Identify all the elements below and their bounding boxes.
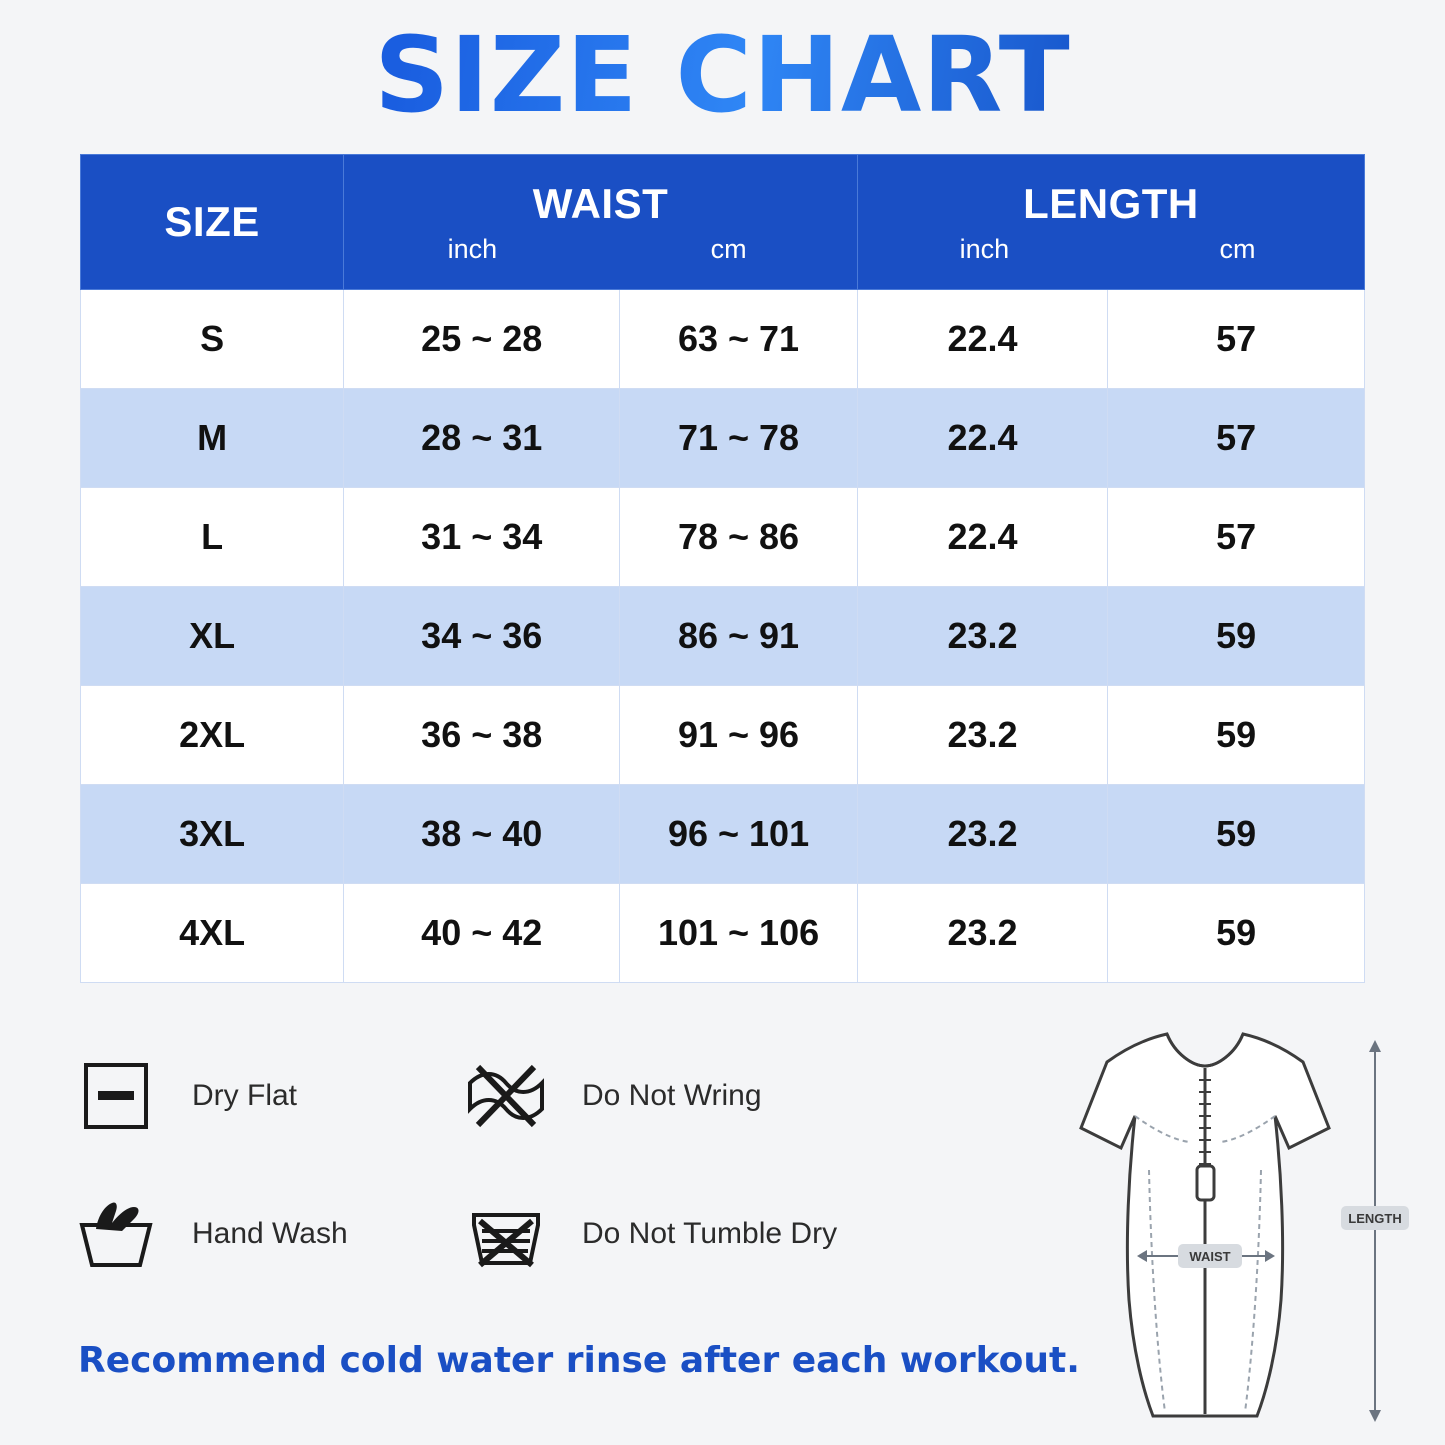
cell-waist-cm: 78 ~ 86 [620,488,858,587]
cell-length-inch: 23.2 [857,884,1107,983]
header-length-label: LENGTH [1023,179,1199,227]
cell-size: 4XL [81,884,344,983]
care-row-1 [70,1055,930,1137]
table-header [81,155,1365,290]
size-table-container [80,154,1365,983]
cell-waist-cm: 91 ~ 96 [620,686,858,785]
garment-illustration [989,1020,1409,1438]
cell-length-inch: 22.4 [857,488,1107,587]
cell-size: S [81,290,344,389]
cell-waist-inch: 38 ~ 40 [344,785,620,884]
header-length-unit-inch: inch [959,233,1010,264]
cell-length-cm: 59 [1108,686,1365,785]
care-row-2 [70,1193,930,1275]
cell-waist-inch: 31 ~ 34 [344,488,620,587]
length-tag-label: LENGTH [1348,1211,1402,1226]
cell-length-inch: 23.2 [857,785,1107,884]
header-length [857,155,1364,290]
cell-length-cm: 57 [1108,389,1365,488]
cell-waist-inch: 25 ~ 28 [344,290,620,389]
table-row [81,686,1365,785]
table-row [81,884,1365,983]
table-row [81,290,1365,389]
table-row [81,785,1365,884]
do-not-wring-icon [460,1055,552,1137]
cell-size: L [81,488,344,587]
care-item-hand-wash [70,1193,460,1275]
waist-tag-label: WAIST [1189,1249,1231,1264]
table-row [81,389,1365,488]
cell-size: 3XL [81,785,344,884]
cell-size: M [81,389,344,488]
cell-length-inch: 23.2 [857,686,1107,785]
header-size [81,155,344,290]
care-instructions [70,1055,930,1331]
cell-length-inch: 22.4 [857,290,1107,389]
footer-note: Recommend cold water rinse after each workout. [78,1340,1080,1381]
cell-length-cm: 59 [1108,587,1365,686]
cell-length-inch: 22.4 [857,389,1107,488]
header-waist-unit-inch: inch [447,233,498,264]
care-item-do-not-tumble-dry [460,1193,837,1275]
cell-size: XL [81,587,344,686]
care-label-do-not-wring: Do Not Wring [582,1079,762,1112]
care-item-do-not-wring [460,1055,762,1137]
cell-size: 2XL [81,686,344,785]
cell-length-cm: 59 [1108,884,1365,983]
hand-wash-icon [70,1193,162,1275]
cell-length-cm: 59 [1108,785,1365,884]
header-length-unit-cm: cm [1219,233,1256,264]
do-not-tumble-dry-icon [460,1193,552,1275]
care-item-dry-flat [70,1055,460,1137]
cell-waist-inch: 34 ~ 36 [344,587,620,686]
cell-waist-cm: 96 ~ 101 [620,785,858,884]
cell-length-inch: 23.2 [857,587,1107,686]
header-size-label: SIZE [164,198,260,246]
cell-waist-cm: 101 ~ 106 [620,884,858,983]
cell-waist-inch: 28 ~ 31 [344,389,620,488]
header-waist [344,155,858,290]
table-body [81,290,1365,983]
care-label-do-not-tumble-dry: Do Not Tumble Dry [582,1217,838,1250]
cell-waist-cm: 71 ~ 78 [620,389,858,488]
care-label-hand-wash: Hand Wash [192,1217,348,1250]
size-table [80,154,1365,983]
cell-waist-cm: 86 ~ 91 [620,587,858,686]
table-row [81,488,1365,587]
cell-waist-inch: 40 ~ 42 [344,884,620,983]
table-row [81,587,1365,686]
cell-waist-inch: 36 ~ 38 [344,686,620,785]
cell-length-cm: 57 [1108,488,1365,587]
page-title: SIZE CHART [0,0,1445,132]
cell-length-cm: 57 [1108,290,1365,389]
cell-waist-cm: 63 ~ 71 [620,290,858,389]
dry-flat-icon [70,1055,162,1137]
header-waist-label: WAIST [532,179,669,227]
header-waist-unit-cm: cm [710,233,747,264]
care-label-dry-flat: Dry Flat [192,1079,297,1112]
